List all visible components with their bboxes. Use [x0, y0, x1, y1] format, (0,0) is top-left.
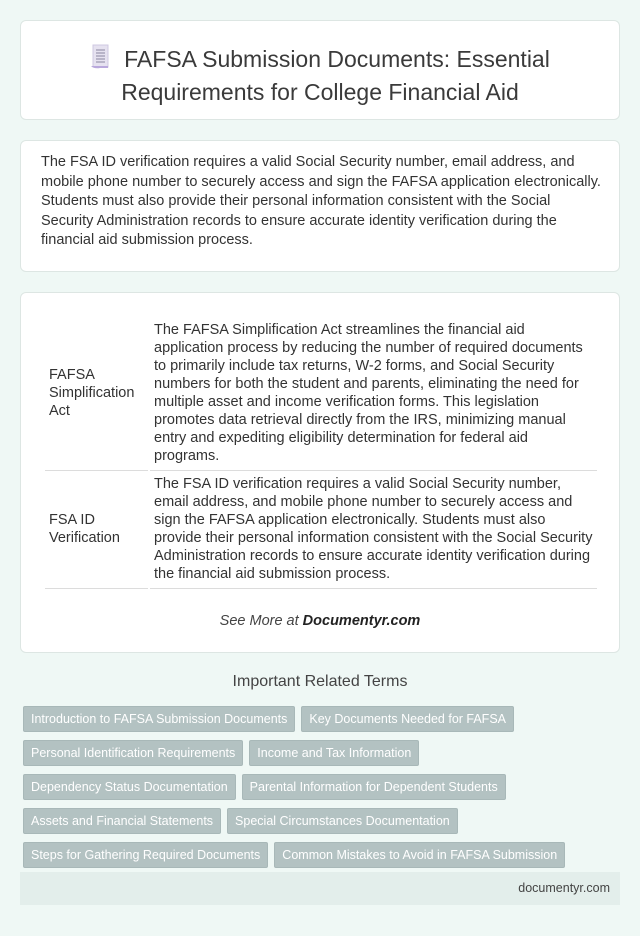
table-row	[45, 317, 597, 471]
footer	[20, 872, 620, 905]
related-term-tag[interactable]: Key Documents Needed for FAFSA	[301, 706, 514, 732]
summary-text: The FSA ID verification requires a valid Social Security number, email address, and mobile phone number to securely access and sign the FAFSA application electronically. Students must also provide their personal information consistent with the Social Security Administration records to ensure accurate identity verification during the financial aid submission process.	[41, 154, 601, 248]
related-term-tag[interactable]: Income and Tax Information	[249, 740, 419, 766]
see-more-prefix: See More at	[219, 613, 303, 629]
related-term-tag[interactable]: Assets and Financial Statements	[23, 808, 221, 834]
related-term-tag[interactable]: Personal Identification Requirements	[23, 740, 243, 766]
tag-row	[23, 740, 613, 766]
related-term-tag[interactable]: Special Circumstances Documentation	[227, 808, 458, 834]
page-title	[21, 44, 619, 107]
tag-row	[23, 706, 613, 732]
summary-card	[20, 140, 620, 272]
tag-row	[23, 842, 613, 868]
related-terms-title: Important Related Terms	[232, 673, 408, 690]
title-card	[20, 20, 620, 120]
related-term-tag[interactable]: Dependency Status Documentation	[23, 774, 236, 800]
terms-table-card	[20, 292, 620, 653]
related-terms-list	[23, 706, 613, 876]
footer-site-link[interactable]: documentyr.com	[518, 881, 610, 895]
related-term-tag[interactable]: Introduction to FAFSA Submission Documents	[23, 706, 295, 732]
description-cell: The FAFSA Simplification Act streamlines the financial aid application process by reducing the number of required documents to primarily include tax returns, W-2 forms, and Social Security numbers for both the student and parents, eliminating the need for multiple asset and income verification forms. This legislation promotes data retrieval directly from the IRS, minimizing manual entry and expediting eligibility determination for federal aid programs.	[150, 317, 597, 471]
related-term-tag[interactable]: Common Mistakes to Avoid in FAFSA Submission	[274, 842, 565, 868]
terms-table	[43, 317, 599, 589]
description-cell: The FSA ID verification requires a valid Social Security number, email address, and mobile phone number to securely access and sign the FAFSA application electronically. Students must also provide their personal information consistent with the Social Security Administration records to ensure accurate identity verification during the financial aid submission process.	[150, 471, 597, 589]
see-more	[21, 613, 619, 629]
page-title-text: FAFSA Submission Documents: Essential Requirements for College Financial Aid	[121, 46, 550, 105]
table-row	[45, 471, 597, 589]
see-more-link[interactable]: Documentyr.com	[302, 613, 421, 629]
related-term-tag[interactable]: Parental Information for Dependent Students	[242, 774, 506, 800]
tag-row	[23, 808, 613, 834]
term-cell: FSA ID Verification	[45, 471, 148, 589]
term-cell: FAFSA Simplification Act	[45, 317, 148, 471]
tag-row	[23, 774, 613, 800]
related-term-tag[interactable]: Steps for Gathering Required Documents	[23, 842, 268, 868]
document-icon	[90, 44, 110, 77]
